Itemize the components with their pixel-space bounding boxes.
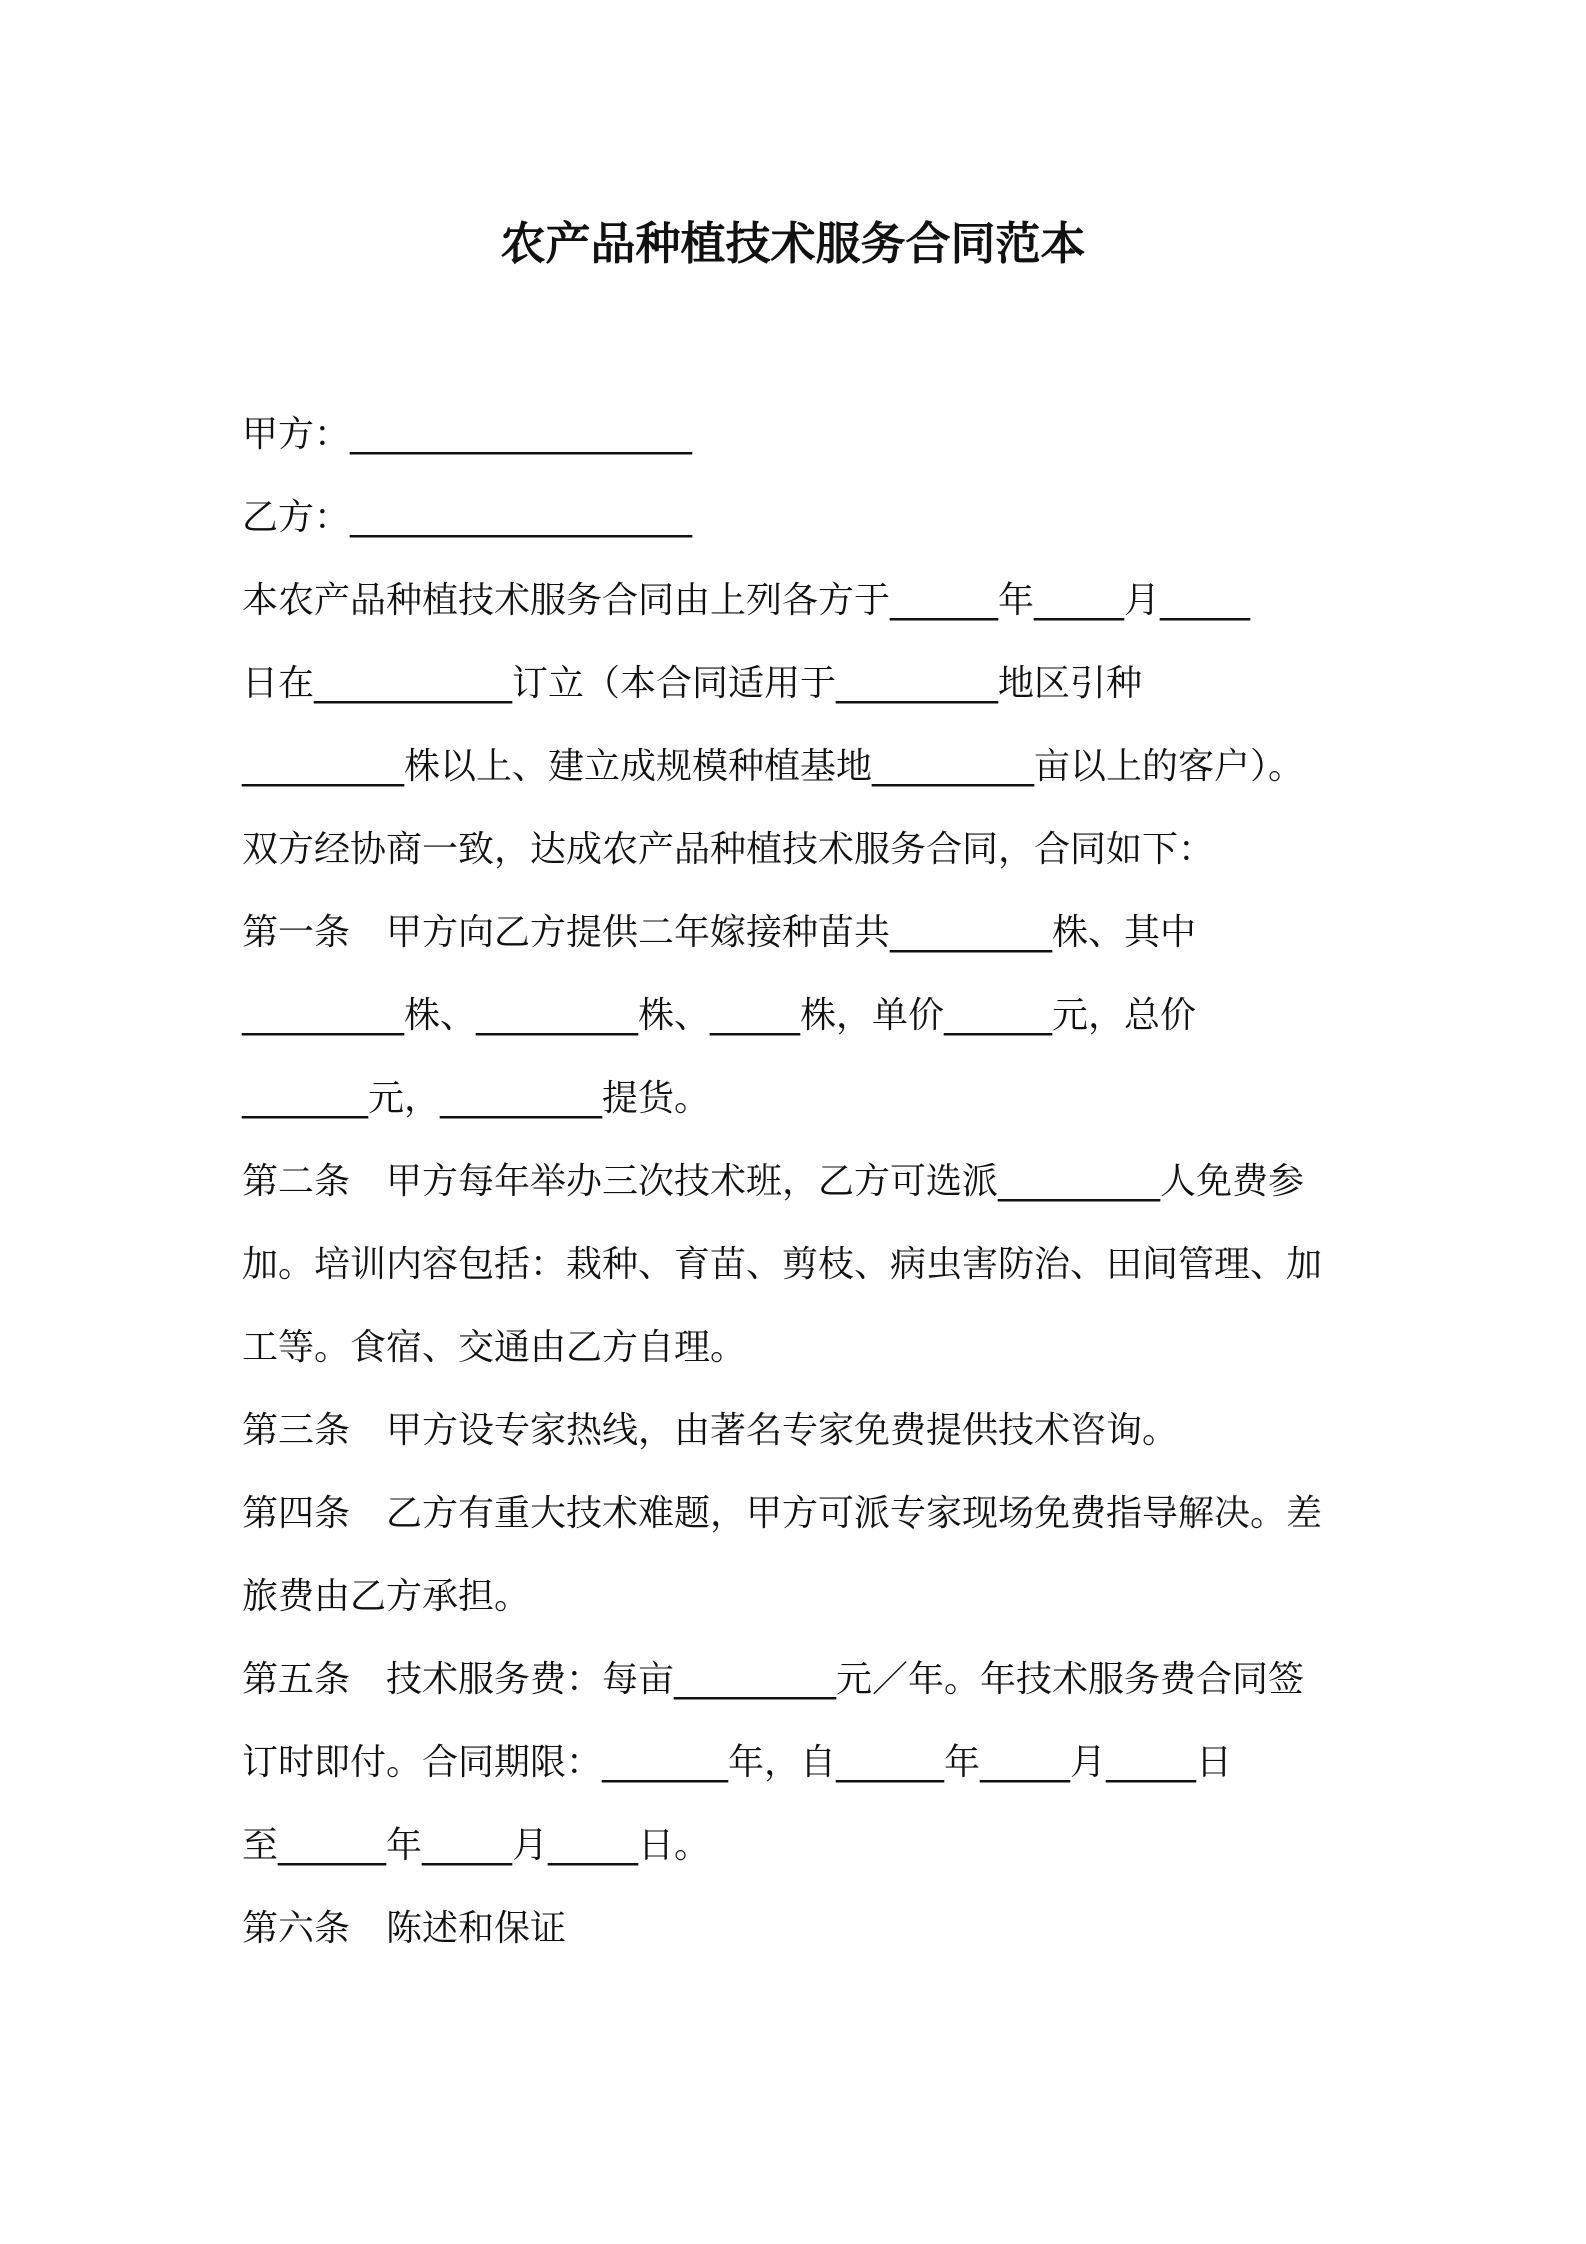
preamble-line-2: 日在___________订立（本合同适用于_________地区引种 [242, 663, 1143, 704]
article-1-line-3: _______元，_________提货。 [242, 1078, 711, 1119]
article-5-line-2: 订时即付。合同期限：_______年，自______年_____月_____日 [242, 1742, 1233, 1783]
article-1-line-2: _________株、_________株、_____株，单价______元，总价 [242, 995, 1197, 1036]
party-a-line: 甲方：___________________ [242, 414, 693, 455]
preamble-line-4: 双方经协商一致，达成农产品种植技术服务合同，合同如下： [242, 829, 1215, 870]
article-2-line-2: 加。培训内容包括：栽种、育苗、剪枝、病虫害防治、田间管理、加 [242, 1244, 1323, 1285]
preamble-line-3: _________株以上、建立成规模种植基地_________亩以上的客户）。 [242, 746, 1305, 787]
preamble-line-1: 本农产品种植技术服务合同由上列各方于______年_____月_____ [242, 580, 1251, 621]
article-1-line-1: 第一条 甲方向乙方提供二年嫁接种苗共_________株、其中 [242, 912, 1197, 953]
article-5-line-3: 至______年_____月_____日。 [242, 1825, 711, 1866]
party-b-line: 乙方：___________________ [242, 497, 693, 538]
article-2-line-1: 第二条 甲方每年举办三次技术班，乙方可选派_________人免费参 [242, 1161, 1305, 1202]
article-2-line-3: 工等。食宿、交通由乙方自理。 [242, 1327, 747, 1368]
article-4-line-2: 旅费由乙方承担。 [242, 1576, 531, 1617]
document-title: 农产品种植技术服务合同范本 [500, 217, 1086, 270]
article-3-line-1: 第三条 甲方设专家热线，由著名专家免费提供技术咨询。 [242, 1410, 1179, 1451]
article-5-line-1: 第五条 技术服务费：每亩_________元／年。年技术服务费合同签 [242, 1659, 1305, 1700]
article-4-line-1: 第四条 乙方有重大技术难题，甲方可派专家现场免费指导解决。差 [242, 1493, 1323, 1534]
article-6-heading: 第六条 陈述和保证 [242, 1908, 567, 1949]
